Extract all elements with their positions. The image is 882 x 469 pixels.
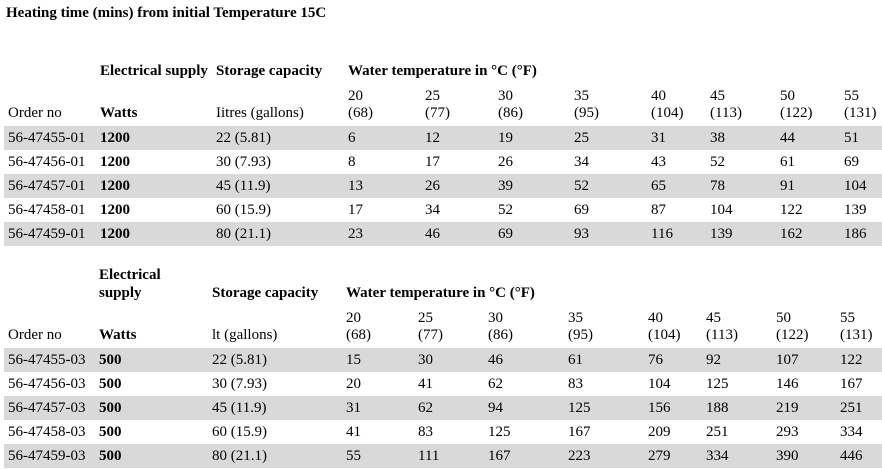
heating-time: 293 [776,423,799,440]
heating-time: 55 [342,444,414,468]
temp-f: (122) [776,327,809,343]
heating-time: 8 [348,153,356,170]
capacity: 80 (21.1) [208,444,342,468]
watts: 1200 [100,201,130,218]
temp-c: 20 [348,88,363,104]
heating-time: 116 [647,222,706,246]
temp-c: 55 [844,88,859,104]
heating-time: 91 [776,174,840,198]
temp-f: (131) [840,327,873,343]
heating-time: 167 [840,375,863,392]
heating-time: 46 [484,348,564,372]
order-no: 56-47456-03 [8,375,86,392]
temp-f: (86) [488,327,513,343]
temp-c: 30 [488,310,503,326]
temp-c: 40 [648,310,663,326]
capacity: 30 (7.93) [212,375,267,392]
header-row-top [4,40,882,82]
heating-time: 156 [644,396,702,420]
header-electrical-supply: Electrical supply [100,63,208,79]
order-no: 56-47456-01 [8,153,86,170]
heating-time: 78 [706,174,776,198]
heating-time: 19 [494,126,570,150]
heating-time: 69 [844,153,859,170]
temp-f: (113) [710,105,742,121]
heating-time: 93 [570,222,647,246]
heating-time: 17 [348,201,363,218]
order-no: 56-47455-03 [4,348,95,372]
table-row [4,420,882,444]
heating-time: 43 [651,153,666,170]
heating-time: 69 [574,201,589,218]
table-row [4,150,882,174]
capacity: 60 (15.9) [212,423,267,440]
capacity: 22 (5.81) [212,126,344,150]
table-row [4,372,882,396]
heating-time: 139 [706,222,776,246]
order-no: 56-47458-01 [8,201,86,218]
table-row [4,348,882,372]
order-no: 56-47455-01 [4,126,96,150]
header-water-temperature: Water temperature in °C (°F) [346,285,535,301]
heating-time: 44 [776,126,840,150]
heating-time: 188 [702,396,772,420]
watts: 1200 [100,153,130,170]
temp-c: 25 [425,88,440,104]
heating-time: 223 [564,444,644,468]
table-row [4,198,882,222]
temp-f: (77) [425,105,450,121]
heating-time: 26 [421,174,494,198]
heating-time: 20 [346,375,361,392]
heating-time: 83 [418,423,433,440]
temp-f: (95) [574,105,599,121]
header-watts: Watts [100,105,138,121]
watts: 500 [95,348,208,372]
heating-time: 23 [344,222,421,246]
heating-time: 61 [780,153,795,170]
heating-time: 65 [647,174,706,198]
header-row-units [4,304,882,348]
heating-time: 6 [344,126,421,150]
heating-time: 104 [710,201,733,218]
watts: 500 [95,396,208,420]
heating-time: 125 [488,423,511,440]
table-row [4,444,882,468]
capacity: 30 (7.93) [216,153,271,170]
watts: 1200 [96,126,212,150]
heating-time: 104 [648,375,671,392]
temp-header [344,82,421,126]
temp-c: 45 [710,88,725,104]
heating-time: 94 [484,396,564,420]
header-water-temperature: Water temperature in °C (°F) [348,63,537,79]
heating-time: 41 [346,423,361,440]
heating-time: 15 [342,348,414,372]
header-storage-capacity: Storage capacity [216,63,323,79]
heating-time: 26 [498,153,513,170]
temp-header [421,82,494,126]
temp-c: 50 [776,310,791,326]
temp-f: (131) [844,105,877,121]
header-electrical-supply: Electrical supply [99,267,161,301]
heating-time: 13 [344,174,421,198]
header-capacity-unit: lt (gallons) [212,327,278,343]
heating-time: 125 [706,375,729,392]
heating-time: 334 [840,423,863,440]
capacity: 45 (11.9) [208,396,342,420]
heating-time: 122 [836,348,882,372]
heating-time: 31 [342,396,414,420]
temp-header [840,82,882,126]
temp-f: (104) [651,105,684,121]
table-row [4,222,882,246]
order-no: 56-47457-01 [4,174,96,198]
heating-time: 334 [702,444,772,468]
capacity: 60 (15.9) [216,201,271,218]
order-no: 56-47459-03 [4,444,95,468]
heating-table-500w [4,262,882,468]
capacity: 80 (21.1) [212,222,344,246]
header-order-no: Order no [8,105,62,121]
temp-header [706,82,776,126]
temp-header [484,304,564,348]
watts: 500 [99,423,122,440]
temp-header [644,304,702,348]
heating-time: 104 [840,174,882,198]
heating-time: 390 [772,444,836,468]
heating-time: 125 [564,396,644,420]
heating-time: 41 [418,375,433,392]
temp-header [776,82,840,126]
heating-time: 122 [780,201,803,218]
temp-f: (86) [498,105,523,121]
order-no: 56-47459-01 [4,222,96,246]
header-empty [4,262,95,304]
header-capacity-unit: Iitres (gallons) [216,105,304,121]
heating-time: 12 [421,126,494,150]
temp-header [702,304,772,348]
header-empty [4,40,96,82]
capacity: 45 (11.9) [212,174,344,198]
header-storage-capacity: Storage capacity [212,285,319,301]
heating-time: 446 [836,444,882,468]
temp-c: 50 [780,88,795,104]
heating-time: 52 [570,174,647,198]
heating-time: 76 [644,348,702,372]
page-title: Heating time (mins) from initial Temperature 15C [6,5,327,21]
heating-time: 31 [647,126,706,150]
heating-time: 39 [494,174,570,198]
temp-f: (68) [346,327,371,343]
temp-f: (122) [780,105,813,121]
heating-time: 92 [702,348,772,372]
header-row-units [4,82,882,126]
temp-header [836,304,882,348]
heating-time: 87 [651,201,666,218]
temp-header [647,82,706,126]
heating-time: 107 [772,348,836,372]
order-no: 56-47458-03 [8,423,86,440]
heating-time: 52 [498,201,513,218]
temp-c: 25 [418,310,433,326]
temp-header [494,82,570,126]
heating-time: 83 [568,375,583,392]
heating-time: 51 [840,126,882,150]
capacity: 22 (5.81) [208,348,342,372]
temp-f: (113) [706,327,738,343]
heating-time: 30 [414,348,484,372]
temp-f: (77) [418,327,443,343]
heating-time: 209 [648,423,671,440]
heating-table-1200w [4,40,882,246]
heating-time: 38 [706,126,776,150]
heating-time: 162 [776,222,840,246]
order-no: 56-47457-03 [4,396,95,420]
watts: 1200 [96,174,212,198]
heating-time: 279 [644,444,702,468]
heating-time: 186 [840,222,882,246]
header-watts: Watts [99,327,137,343]
temp-c: 35 [568,310,583,326]
temp-c: 35 [574,88,589,104]
table-row [4,126,882,150]
temp-c: 55 [840,310,855,326]
heating-time: 139 [844,201,867,218]
heating-time: 17 [425,153,440,170]
temp-c: 45 [706,310,721,326]
heating-time: 46 [421,222,494,246]
heating-time: 251 [706,423,729,440]
temp-c: 30 [498,88,513,104]
temp-f: (104) [648,327,681,343]
temp-header [564,304,644,348]
temp-f: (68) [348,105,373,121]
temp-c: 20 [346,310,361,326]
heating-time: 111 [414,444,484,468]
heating-time: 251 [836,396,882,420]
heating-time: 167 [484,444,564,468]
temp-f: (95) [568,327,593,343]
temp-header [570,82,647,126]
heating-time: 219 [772,396,836,420]
temp-header [414,304,484,348]
heating-time: 167 [568,423,591,440]
heating-time: 62 [488,375,503,392]
temp-header [772,304,836,348]
table-row [4,174,882,198]
watts: 1200 [96,222,212,246]
header-row-top [4,262,882,304]
heating-time: 52 [710,153,725,170]
table-row [4,396,882,420]
heating-time: 61 [564,348,644,372]
heating-time: 69 [494,222,570,246]
watts: 500 [99,375,122,392]
heating-time: 146 [776,375,799,392]
heating-time: 62 [414,396,484,420]
heating-time: 34 [574,153,589,170]
header-order-no: Order no [8,327,62,343]
watts: 500 [95,444,208,468]
temp-header [342,304,414,348]
heating-time: 25 [570,126,647,150]
temp-c: 40 [651,88,666,104]
heating-time: 34 [425,201,440,218]
